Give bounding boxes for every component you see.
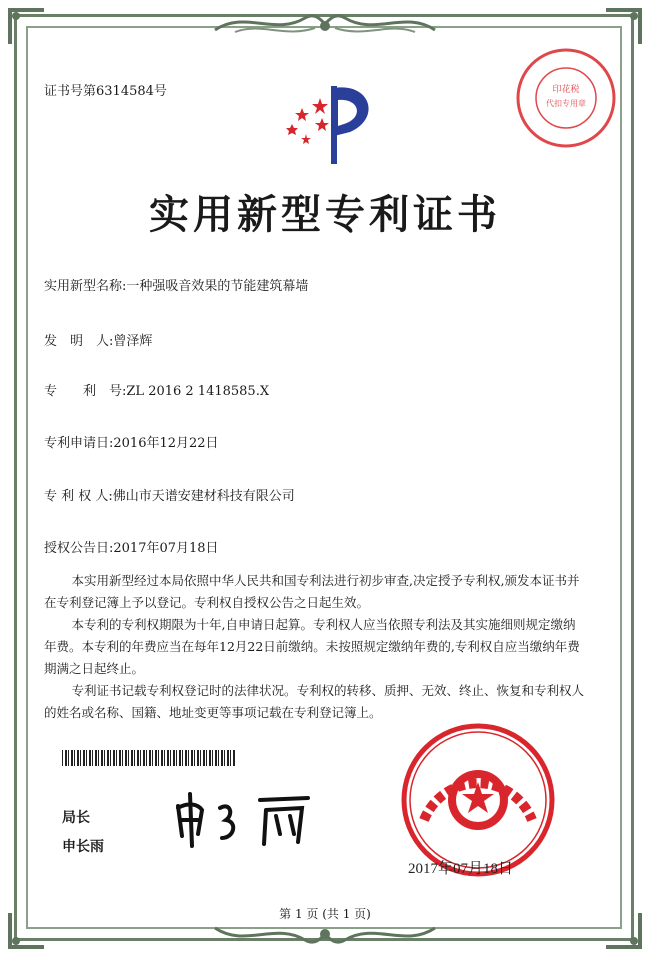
field-application-date: 专利申请日:2016年12月22日 bbox=[44, 436, 219, 451]
paragraph-grant: 本实用新型经过本局依照中华人民共和国专利法进行初步审查,决定授予专利权,颁发本证书并在专利登记簿上予以登记。专利权自授权公告之日起生效。 bbox=[44, 573, 580, 610]
field-patent-number: 专 利 号:ZL 2016 2 1418585.X bbox=[44, 384, 270, 399]
corner-ornament bbox=[602, 4, 646, 48]
field-utility-model-name: 实用新型名称:一种强吸音效果的节能建筑幕墙 bbox=[44, 279, 309, 294]
certificate-body bbox=[44, 570, 584, 724]
corner-ornament bbox=[4, 4, 48, 48]
handwritten-signature bbox=[168, 786, 328, 852]
barcode bbox=[62, 750, 236, 766]
top-ornament bbox=[205, 2, 445, 42]
seal-date: 2017年07月18日 bbox=[408, 861, 514, 877]
tax-stamp bbox=[514, 46, 618, 150]
patent-office-logo bbox=[272, 78, 382, 170]
official-seal bbox=[398, 720, 558, 880]
field-inventor: 发 明 人:曾泽辉 bbox=[44, 334, 153, 349]
svg-text:代扣专用章: 代扣专用章 bbox=[546, 99, 586, 108]
field-patentee: 专 利 权 人:佛山市天谱安建材科技有限公司 bbox=[44, 489, 295, 504]
certificate-title: 实用新型专利证书 bbox=[149, 191, 501, 238]
field-grant-date: 授权公告日:2017年07月18日 bbox=[44, 541, 219, 556]
signature-name: 申长雨 bbox=[62, 839, 104, 855]
bottom-ornament bbox=[205, 918, 445, 956]
svg-text:印花税: 印花税 bbox=[552, 85, 580, 95]
paragraph-legal-status: 专利证书记载专利权登记时的法律状况。专利权的转移、质押、无效、终止、恢复和专利权人的姓名或名称、国籍、地址变更等事项记载在专利登记簿上。 bbox=[44, 683, 585, 720]
certificate-number: 证书号第6314584号 bbox=[44, 84, 167, 99]
signature-title: 局长 bbox=[62, 810, 90, 826]
page-number: 第 1 页 (共 1 页) bbox=[279, 907, 371, 921]
paragraph-term: 本专利的专利权期限为十年,自申请日起算。专利权人应当依照专利法及其实施细则规定缴纳年费。本专利的年费应当在每年12月22日前缴纳。未按照规定缴纳年费的,专利权自应当缴纳年费期满之日起终止。 bbox=[44, 617, 580, 676]
